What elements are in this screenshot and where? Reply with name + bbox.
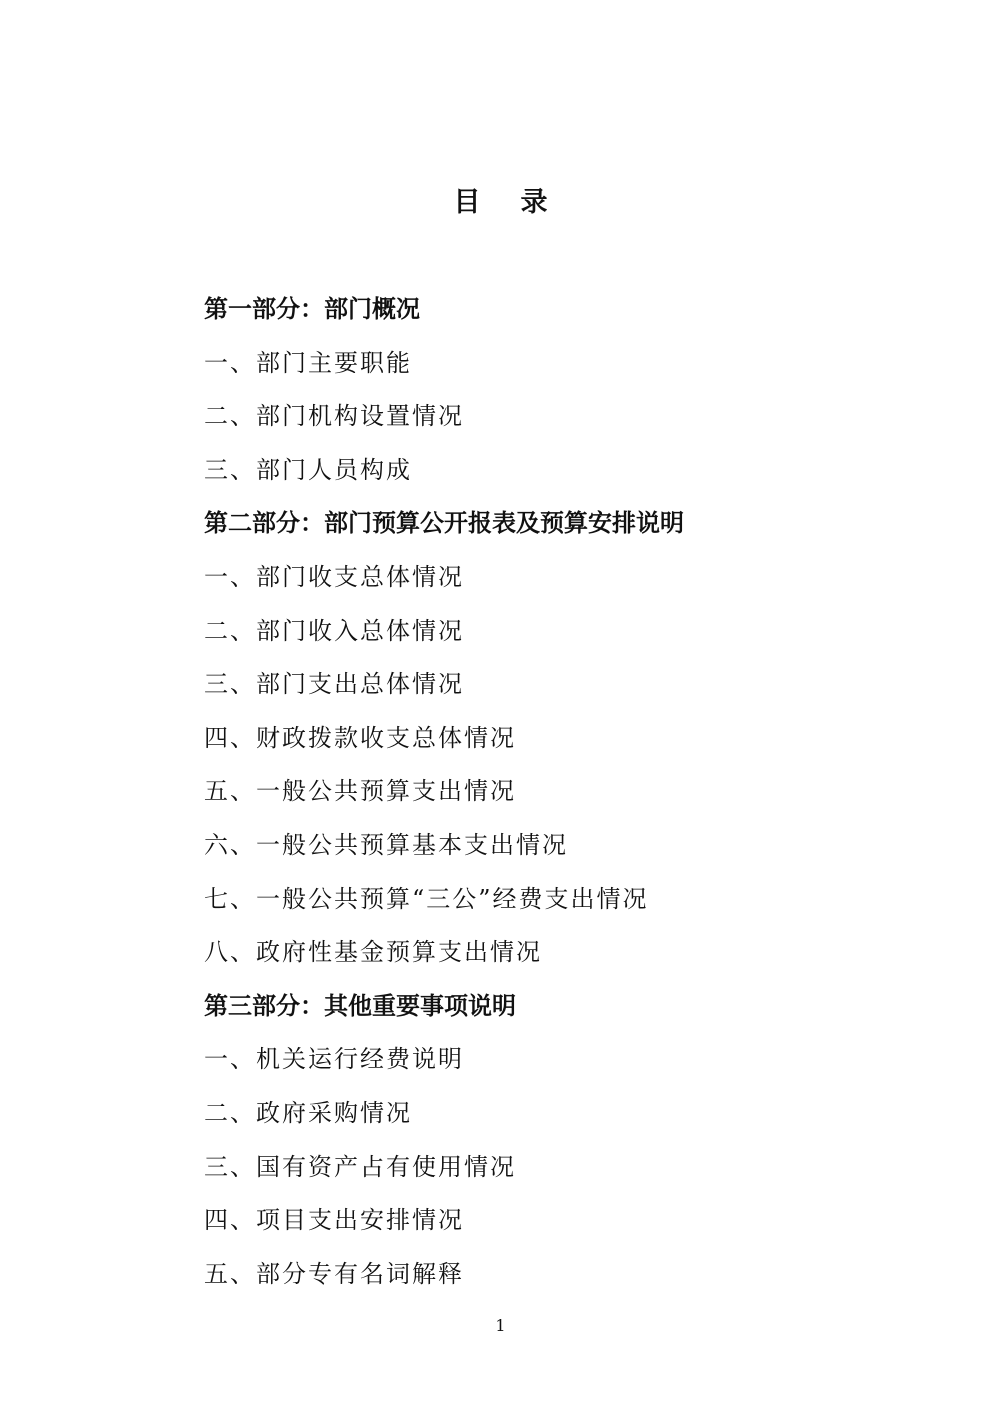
- toc-item: 五、一般公共预算支出情况: [204, 777, 516, 806]
- toc-item: 五、部分专有名词解释: [204, 1259, 464, 1288]
- toc-item: 三、部门人员构成: [204, 455, 412, 484]
- page-number: 1: [495, 1316, 506, 1335]
- toc-section-heading: 第三部分：其他重要事项说明: [204, 990, 516, 1020]
- toc-item: 二、部门机构设置情况: [204, 402, 464, 431]
- table-of-contents: [204, 287, 684, 1305]
- toc-item: 六、一般公共预算基本支出情况: [204, 830, 568, 859]
- toc-item: 四、财政拨款收支总体情况: [204, 723, 516, 752]
- toc-item: 三、国有资产占有使用情况: [204, 1152, 516, 1181]
- toc-item: 八、政府性基金预算支出情况: [204, 938, 542, 967]
- toc-section-heading: 第二部分：部门预算公开报表及预算安排说明: [204, 508, 684, 538]
- toc-item: 二、政府采购情况: [204, 1098, 412, 1127]
- toc-item: 三、部门支出总体情况: [204, 670, 464, 699]
- toc-item: 一、机关运行经费说明: [204, 1045, 464, 1074]
- toc-item: 一、部门主要职能: [204, 348, 412, 377]
- toc-item: 七、一般公共预算“三公”经费支出情况: [204, 884, 649, 913]
- toc-item: 一、部门收支总体情况: [204, 562, 464, 591]
- toc-title: 目录: [453, 187, 588, 218]
- toc-section-heading: 第一部分：部门概况: [204, 294, 420, 323]
- toc-item: 二、部门收入总体情况: [204, 616, 464, 645]
- toc-item: 四、项目支出安排情况: [204, 1206, 464, 1235]
